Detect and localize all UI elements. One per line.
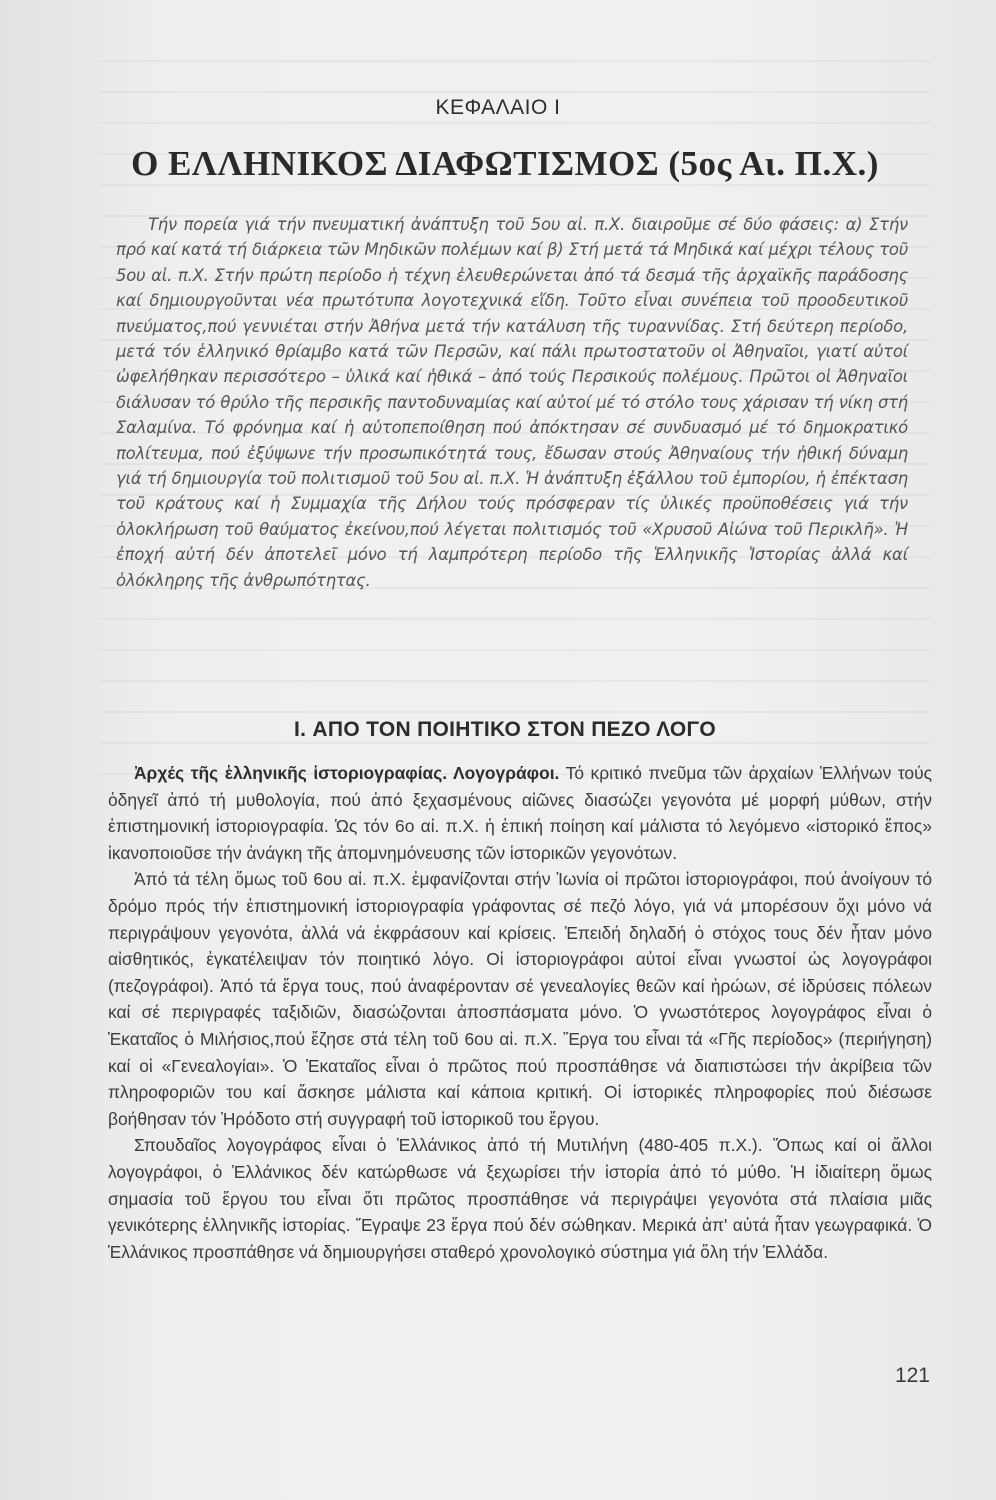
paragraph-lead-heading: Ἀρχές τῆς ἑλληνικῆς ἱστοριογραφίας. Λογογράφοι. — [134, 763, 560, 783]
intro-paragraph: Τήν πορεία γιά τήν πνευματική ἀνάπτυξη τοῦ 5ου αἰ. π.Χ. διαιροῦμε σέ δύο φάσεις: α) Στήν πρό καί κατά τή διάρκεια τῶν Μηδικῶν πολέμων καί β) Στή μετά τά Μηδικά καί μέχρι τέλους τοῦ 5ου αἰ. π.Χ. Στήν πρώτη περίοδο ἡ τέχνη ἐλευθερώνεται ἀπό τά δεσμά τῆς ἀρχαϊκῆς παράδοσης καί δημιουργοῦνται νέα πρωτότυπα λογοτεχνικά εἴδη. Τοῦτο εἶναι συνέπεια τοῦ προοδευτικοῦ πνεύματος,πού γεννιέται στήν Ἀθήνα μετά τήν κατάλυση τῆς τυραννίδας. Στή δεύτερη περίοδο, μετά τόν ἑλληνικό θρίαμβο κατά τῶν Περσῶν, καί πάλι πρωτοστατοῦν οἱ Ἀθηναῖοι, γιατί αὐτοί ὠφελήθηκαν περισσότερο – ὑλικά καί ἠθικά – ἀπό τούς Περσικούς πολέμους. Πρῶτοι οἱ Ἀθηναῖοι διάλυσαν τό θρύλο τῆς περσικῆς παντοδυναμίας καί αὐτοί μέ τό στόλο τους χάρισαν τή νίκη στή Σαλαμίνα. Τό φρόνημα καί ἡ αὐτοπεποίθηση πού ἀπόκτησαν σέ συνδυασμό μέ τό δημοκρατικό πολίτευμα, πού ἐξύψωνε τήν προσωπικότητά τους, ἔδωσαν στούς Ἀθηναίους τήν ἠθική δύναμη γιά τή δημιουργία τοῦ πολιτισμοῦ τοῦ 5ου αἰ. π.Χ. Ἡ ἀνάπτυξη ἐξάλλου τοῦ ἐμπορίου, ἡ ἐπέκταση τοῦ κράτους καί ἡ Συμμαχία τῆς Δήλου τούς πρόσφεραν τίς ὑλικές προϋποθέσεις γιά τήν ὁλοκλήρωση τοῦ θαύματος ἐκείνου,πού λέγεται πολιτισμός τοῦ «Χρυσοῦ Αἰώνα τοῦ Περικλῆ». Ἡ ἐποχή αὐτή δέν ἀποτελεῖ μόνο τή λαμπρότερη περίοδο τῆς Ἑλληνικῆς Ἱστορίας ἀλλά καί ὁλόκληρης τῆς ἀνθρωπότητας. — [116, 215, 908, 590]
body-text — [108, 760, 932, 1265]
paragraph-1-text: Τό κριτικό πνεῦμα τῶν ἀρχαίων Ἑλλήνων τούς ὁδηγεῖ ἀπό τή μυθολογία, πού ἀπό ξεχασμένους αἰῶνες διασώζει γεγονότα μέ μορφή μύθων, στήν ἐπιστημονική ἱστοριογραφία. Ὡς τόν 6ο αἰ. π.Χ. ἡ ἐπική ποίηση καί μάλιστα τό λεγόμενο «ἱστορικό ἔπος» ἱκανοποιοῦσε τήν ἀνάγκη τῆς ἀπομνημόνευσης τῶν ἱστορικῶν γεγονότων. — [108, 763, 933, 863]
chapter-label: ΚΕΦΑΛΑΙΟ I — [435, 96, 561, 119]
paragraph-1 — [108, 760, 932, 866]
paragraph-3: Σπουδαῖος λογογράφος εἶναι ὁ Ἑλλάνικος ἀπό τή Μυτιλήνη (480-405 π.Χ.). Ὅπως καί οἱ ἄλλοι λογογράφοι, ὁ Ἑλλάνικος δέν κατώρθωσε νά ξεχωρίσει τήν ἱστορία ἀπό τό μύθο. Ἡ ἰδιαίτερη ὅμως σημασία τοῦ ἔργου του εἶναι ὅτι πρῶτος προσπάθησε νά περιγράψει γεγονότα στά πλαίσια μιᾶς γενικότερης ἑλληνικῆς ἱστορίας. Ἔγραψε 23 ἔργα πού δέν σώθηκαν. Μερικά ἀπ' αὐτά ἦταν γεωγραφικά. Ὁ Ἑλλάνικος προσπάθησε νά δημιουργήσει σταθερό χρονολογικό σύστημα γιά ὅλη τήν Ἑλλάδα. — [108, 1135, 932, 1262]
paragraph-2: Ἀπό τά τέλη ὅμως τοῦ 6ου αἰ. π.Χ. ἐμφανίζονται στήν Ἰωνία οἱ πρῶτοι ἱστοριογράφοι, πού ἀνοίγουν τό δρόμο πρός τήν ἐπιστημονική ἱστοριογραφία γράφοντας σέ πεζό λόγο, γιά νά μπορέσουν ὄχι μόνο νά περιγράψουν γεγονότα, ἀλλά νά ἐκφράσουν καί κρίσεις. Ἐπειδή δηλαδή ὁ στόχος τους δέν ἦταν μόνο αἰσθητικός, ἐγκατέλειψαν τόν ποιητικό λόγο. Οἱ ἱστοριογράφοι αὐτοί εἶναι γνωστοί ὡς λογογράφοι (πεζογράφοι). Ἀπό τά ἔργα τους, πού ἀναφέρονταν σέ γενεαλογίες θεῶν καί ἡρώων, σέ ἱδρύσεις πόλεων καί σέ περιγραφές ταξιδιῶν, διασώζονται ἀποσπάσματα μόνο. Ὁ γνωστότερος λογογράφος εἶναι ὁ Ἑκαταῖος ὁ Μιλήσιος,πού ἔζησε στά τέλη τοῦ 6ου αἰ. π.Χ. Ἔργα του εἶναι τά «Γῆς περίοδος» (περιήγηση) καί οἱ «Γενεαλογίαι». Ὁ Ἑκαταῖος εἶναι ὁ πρῶτος πού προσπάθησε νά διαπιστώσει τήν ἀκρίβεια τῶν πληροφοριῶν του καί ἄσκησε μάλιστα καί κάποια κριτική. Οἱ ἱστορικές πληροφορίες πού διέσωσε βοήθησαν τόν Ἡρόδοτο στή συγγραφή τοῦ ἱστορικοῦ του ἔργου. — [108, 869, 932, 1129]
section-title: I. ΑΠΟ ΤΟΝ ΠΟΙΗΤΙΚΟ ΣΤΟΝ ΠΕΖΟ ΛΟΓΟ — [293, 718, 717, 741]
page-number: 121 — [894, 1364, 930, 1387]
chapter-title: Ο ΕΛΛΗΝΙΚΟΣ ΔΙΑΦΩΤΙΣΜΟΣ (5ος Αι. Π.Χ.) — [131, 144, 879, 183]
